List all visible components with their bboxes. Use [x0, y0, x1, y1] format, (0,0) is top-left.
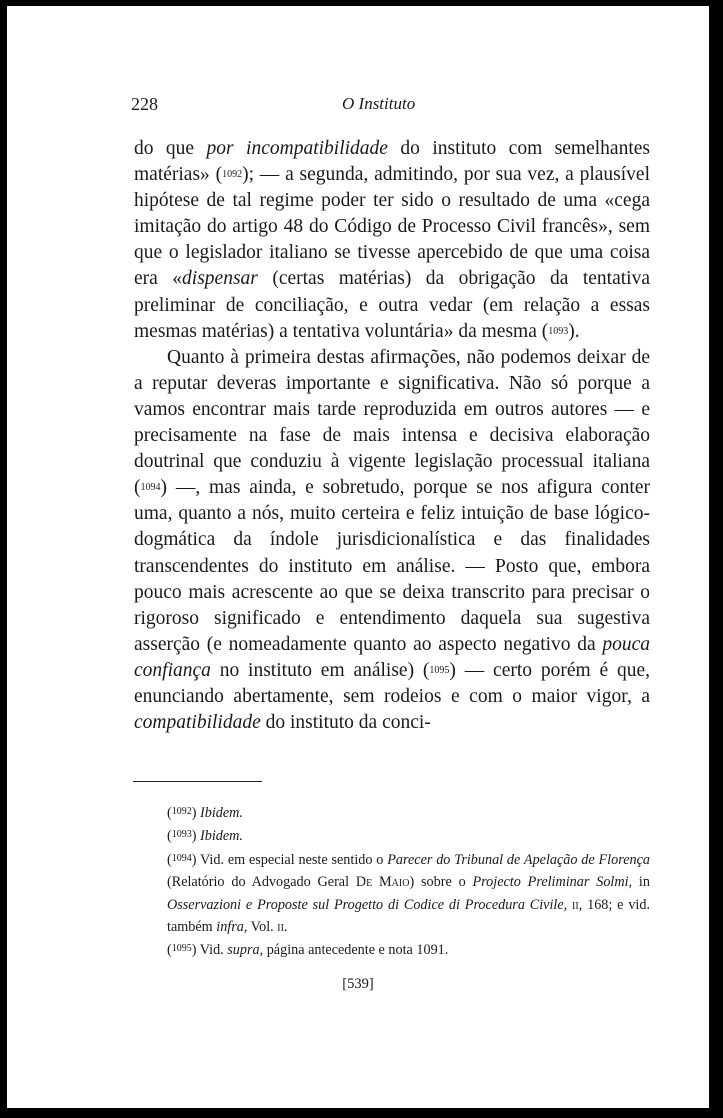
- text-run: Osservazioni e Proposte sul Progetto di Codice di Procedura Civile,: [167, 896, 568, 913]
- text-run: supra,: [227, 942, 264, 959]
- text-run: ) Vid.: [191, 942, 228, 959]
- text-run: ): [191, 828, 201, 845]
- paragraph: [134, 136, 650, 345]
- footnotes: [134, 801, 650, 962]
- text-run: De Maio: [355, 874, 410, 891]
- text-run: ) —, mas ainda, e sobretudo, porque se nos afigura conter uma, quanto a nós, muito certeira e feliz intuição de base lógico-dogmática da índole jurisdicionalística e das finalidades transcendentes do instituto em análise. — Posto que, embora pouco mais acrescente ao que se deixa transcrito para precisar o rigoroso significado e entendimento daquela sua sugestiva asserção (e nomeadamente quanto ao aspecto negativo da: [134, 477, 650, 655]
- text-run: no instituto em análise) (: [210, 659, 430, 681]
- text-run: ) — certo porém é que, enunciando abertamente, sem rodeios e com o maior vigor, a: [134, 659, 650, 707]
- footnote: [134, 938, 650, 961]
- text-run: (: [167, 828, 172, 845]
- text-run: (: [167, 942, 172, 959]
- text-run: do que: [134, 138, 207, 159]
- text-run: (Relatório do Advogado Geral: [167, 874, 356, 891]
- note-reference: 1094: [171, 852, 192, 864]
- folio-number: [539]: [342, 976, 374, 992]
- body-text: [134, 136, 650, 736]
- text-run: infra,: [216, 919, 248, 936]
- note-reference: 1092: [222, 169, 243, 181]
- text-run: do instituto com semelhantes matérias» (: [134, 138, 650, 186]
- text-run: ); — a segunda, admitindo, por sua vez, a plausível hipótese de tal regime poder ter sido o resultado de uma «cega imitação do artigo 48 do Código de Processo Civil francês», sem que o legislador italiano se tivesse apercebido de que uma coisa era «: [134, 164, 650, 290]
- text-run: ) Vid. em especial neste sentido o: [191, 851, 388, 868]
- text-run: pouca confiança: [134, 633, 650, 681]
- text-run: página antecedente e nota 1091.: [263, 942, 449, 959]
- text-run: ii: [277, 919, 284, 936]
- page-number: 228: [131, 94, 158, 114]
- text-run: , 168; e vid. também: [167, 896, 650, 936]
- text-run: Parecer do Tribunal de Apelação de Florença: [387, 851, 650, 868]
- text-run: Vol.: [247, 919, 278, 936]
- note-reference: 1093: [171, 829, 192, 841]
- text-run: .: [283, 919, 288, 936]
- note-reference: 1095: [429, 664, 450, 676]
- text-run: in: [632, 874, 650, 891]
- footnote: [134, 824, 650, 847]
- text-run: Quanto à primeira destas afirmações, não podemos deixar de a reputar deveras importante e significativa. Não só porque a vamos encontrar mais tarde reproduzida em outros autores — e precisamente na fase de mais intensa e decisiva elaboração doutrinal que conduziu à vigente legislação processual italiana (: [134, 346, 650, 499]
- text-run: Ibidem.: [200, 828, 243, 845]
- text-run: Ibidem.: [200, 805, 243, 821]
- note-reference: 1093: [548, 325, 569, 337]
- text-run: do instituto da conci-: [260, 712, 431, 734]
- text-run: ): [191, 805, 201, 821]
- note-reference: 1095: [171, 943, 192, 955]
- note-reference: 1092: [171, 806, 192, 817]
- footnote-separator: [133, 781, 262, 782]
- book-page: [7, 6, 709, 1108]
- text-run: (: [167, 805, 172, 821]
- text-run: ii: [572, 896, 579, 913]
- text-run: ) sobre o: [409, 874, 473, 891]
- text-run: dispensar: [182, 268, 258, 290]
- text-run: por incompatibilidade: [206, 138, 388, 159]
- paragraph: [134, 345, 650, 736]
- text-run: compatibilidade: [134, 712, 261, 734]
- footnote: [134, 848, 650, 939]
- note-reference: 1094: [140, 482, 161, 494]
- text-run: Projecto Preliminar Solmi,: [472, 874, 633, 891]
- running-title: O Instituto: [342, 94, 416, 113]
- text-run: (: [167, 851, 172, 868]
- text-run: (certas matérias) da obrigação da tentativa preliminar de conciliação, e outra vedar (em relação a essas mesmas matérias) a tentativa voluntária» da mesma (: [134, 268, 650, 342]
- footnote: [134, 801, 650, 824]
- page-header: [7, 94, 709, 118]
- text-run: ).: [568, 320, 580, 342]
